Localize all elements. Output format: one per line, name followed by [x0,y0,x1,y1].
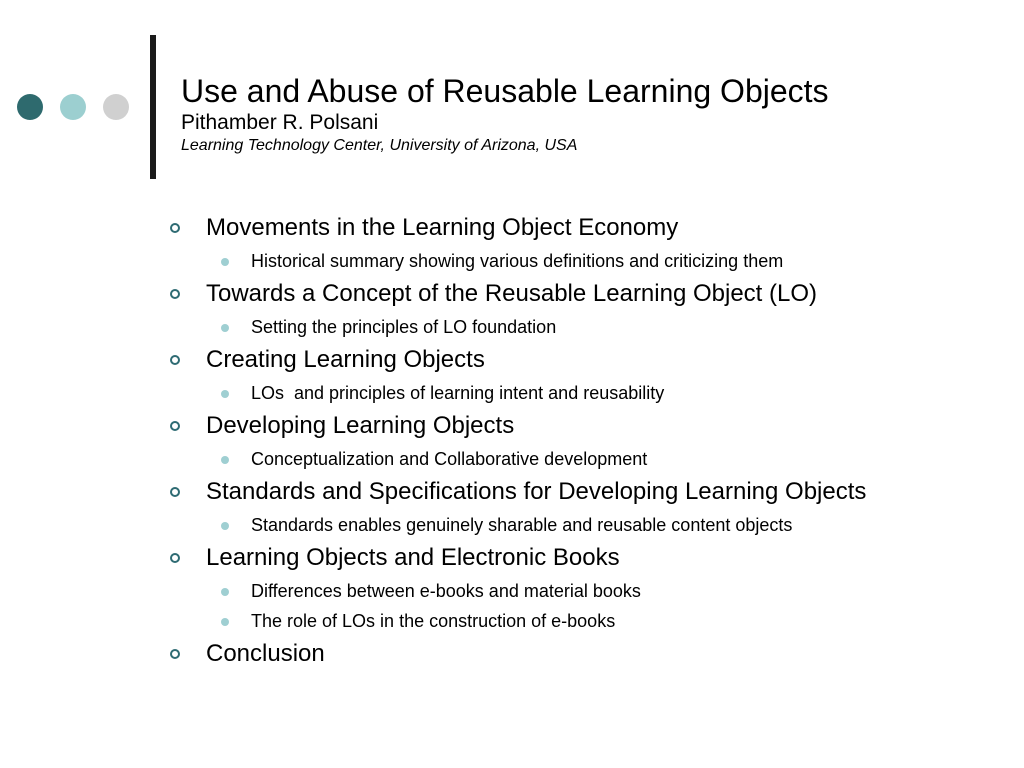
outline-item [168,474,988,540]
dot-bullet-icon [221,324,229,332]
sub-list [206,378,988,408]
sub-list [206,444,988,474]
outline-list [168,210,988,672]
author-affiliation: Learning Technology Center, University of Arizona, USA [181,137,578,154]
sub-item-text: Setting the principles of LO foundation [251,317,557,337]
sub-list [206,576,988,636]
dot-bullet-icon [221,456,229,464]
ring-bullet-icon [170,487,180,497]
author-name: Pithamber R. Polsani [181,111,379,134]
decorative-dot-light [60,94,86,120]
outline-item-text: Conclusion [206,640,325,667]
outline-item [168,210,988,276]
ring-bullet-icon [170,421,180,431]
sub-item [206,510,988,540]
dot-bullet-icon [221,522,229,530]
outline-item-text: Creating Learning Objects [206,346,485,373]
sub-item [206,444,988,474]
outline-item [168,540,988,636]
sub-item-text: Standards enables genuinely sharable and reusable content objects [251,515,793,535]
sub-item [206,606,988,636]
outline-item [168,408,988,474]
outline-item-text: Standards and Specifications for Developing Learning Objects [206,478,867,505]
ring-bullet-icon [170,649,180,659]
sub-item-text: Differences between e-books and material books [251,581,641,601]
sub-item-text: LOs and principles of learning intent and reusability [251,383,665,403]
outline-item-text: Developing Learning Objects [206,412,515,439]
dot-bullet-icon [221,618,229,626]
title-divider-bar [150,35,156,179]
dot-bullet-icon [221,588,229,596]
sub-list [206,510,988,540]
sub-list [206,312,988,342]
slide-title: Use and Abuse of Reusable Learning Objects [181,73,829,109]
sub-item-text: Conceptualization and Collaborative development [251,449,648,469]
dot-bullet-icon [221,258,229,266]
decorative-dot-gray [103,94,129,120]
outline-item-text: Learning Objects and Electronic Books [206,544,620,571]
sub-list [206,246,988,276]
ring-bullet-icon [170,355,180,365]
sub-item [206,312,988,342]
title-block [181,72,1001,157]
ring-bullet-icon [170,289,180,299]
outline-item-text: Movements in the Learning Object Economy [206,214,679,241]
sub-item [206,378,988,408]
outline-item-text: Towards a Concept of the Reusable Learning Object (LO) [206,280,818,307]
outline-item [168,636,988,672]
ring-bullet-icon [170,553,180,563]
sub-item [206,576,988,606]
sub-item [206,246,988,276]
dot-bullet-icon [221,390,229,398]
sub-item-text: The role of LOs in the construction of e-books [251,611,616,631]
outline-item [168,276,988,342]
ring-bullet-icon [170,223,180,233]
outline-item [168,342,988,408]
decorative-dot-dark [17,94,43,120]
sub-item-text: Historical summary showing various definitions and criticizing them [251,251,784,271]
